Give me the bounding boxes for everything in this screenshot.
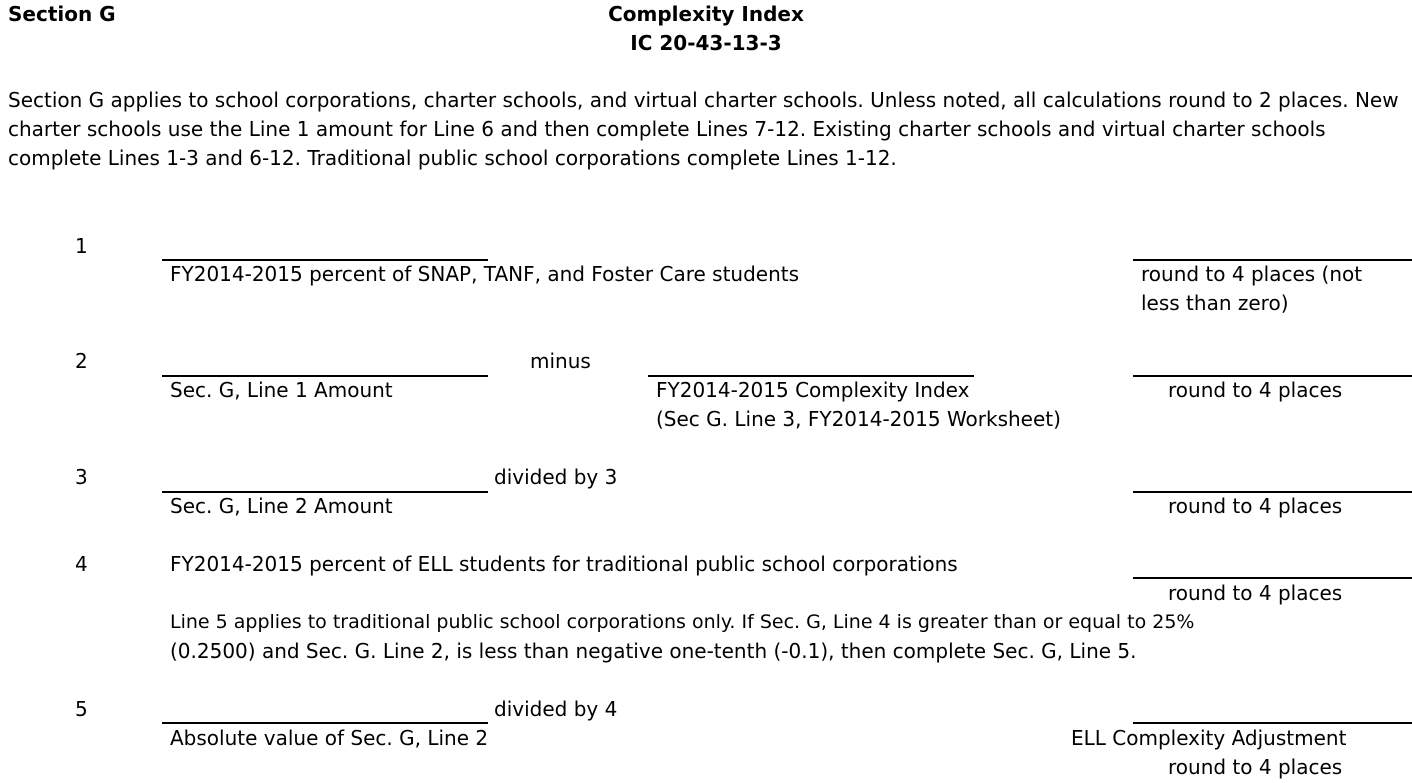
line-2-result-note: round to 4 places	[1168, 378, 1343, 402]
line-1-number: 1	[75, 234, 88, 258]
line-5-result-note: round to 4 places	[1168, 755, 1343, 779]
line-1-result-note-2: less than zero)	[1141, 291, 1289, 315]
line-2-label-b-source: (Sec G. Line 3, FY2014-2015 Worksheet)	[656, 407, 1061, 431]
line-5-result-label: ELL Complexity Adjustment	[1071, 726, 1347, 750]
line-2-number: 2	[75, 349, 88, 373]
line-5-operator: divided by 4	[494, 697, 618, 721]
line-4-number: 4	[75, 552, 88, 576]
line-4-label: FY2014-2015 percent of ELL students for traditional public school corporations	[170, 552, 958, 576]
statute-reference: IC 20-43-13-3	[630, 31, 782, 55]
line-2-label-b: FY2014-2015 Complexity Index	[656, 378, 970, 402]
line-2-operator: minus	[530, 349, 591, 373]
line-1-result-note: round to 4 places (not	[1141, 262, 1363, 286]
line-2-label-a: Sec. G, Line 1 Amount	[170, 378, 393, 402]
line-3-operator: divided by 3	[494, 465, 618, 489]
page-title: Complexity Index	[608, 2, 804, 26]
line-5-label: Absolute value of Sec. G, Line 2	[170, 726, 489, 750]
line-5-instruction-1: Line 5 applies to traditional public school corporations only. If Sec. G, Line 4 is greater than or equal to 25%	[170, 611, 1195, 633]
line-4-result-note: round to 4 places	[1168, 581, 1343, 605]
line-1-label: FY2014-2015 percent of SNAP, TANF, and Foster Care students	[170, 262, 800, 286]
line-5-instruction-2: (0.2500) and Sec. G. Line 2, is less than negative one-tenth (-0.1), then complete Sec. G, Line 5.	[170, 639, 1137, 663]
section-label: Section G	[8, 2, 116, 26]
line-3-result-note: round to 4 places	[1168, 494, 1343, 518]
intro-paragraph: Section G applies to school corporations, charter schools, and virtual charter schools. Unless noted, all calculations round to 2 places. New charter schools use the Line 1 amount for Line 6 and then complete Lines 7-12. Existing charter schools and virtual charter schools complete Lines 1-3 and 6-12. Traditional public school corporations complete Lines 1-12.	[8, 88, 1399, 170]
line-3-label: Sec. G, Line 2 Amount	[170, 494, 393, 518]
line-5-number: 5	[75, 697, 88, 721]
line-3-number: 3	[75, 465, 88, 489]
